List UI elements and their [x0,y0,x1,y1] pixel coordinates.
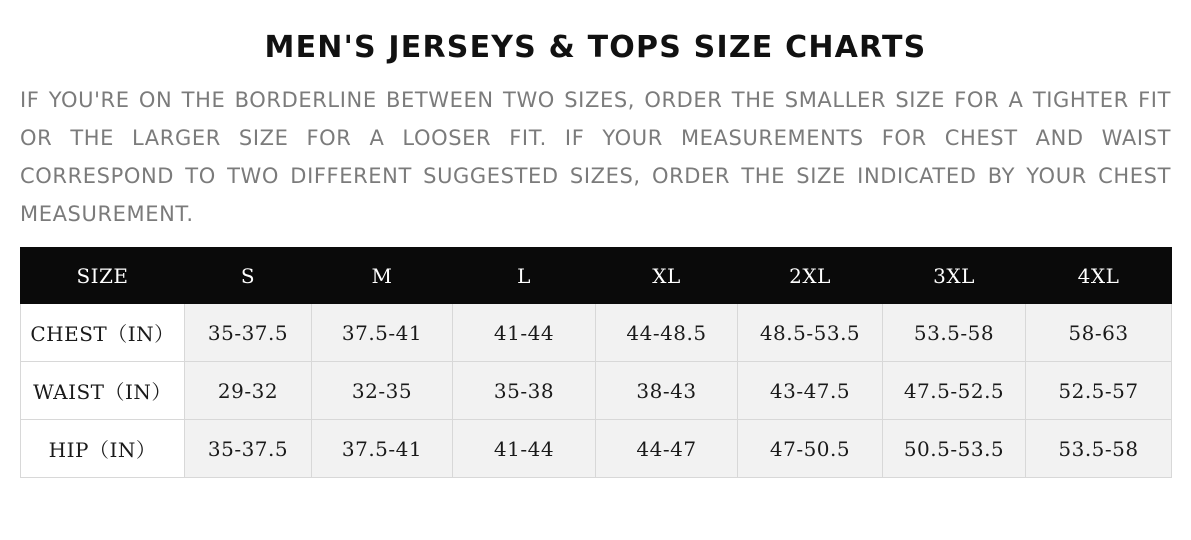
cell-waist-s: 29-32 [185,362,312,420]
cell-waist-4xl: 52.5-57 [1026,362,1172,420]
cell-chest-3xl: 53.5-58 [883,304,1026,362]
table-row [21,304,1172,362]
cell-waist-3xl: 47.5-52.5 [883,362,1026,420]
cell-hip-3xl: 50.5-53.5 [883,420,1026,478]
cell-waist-xl: 38-43 [596,362,738,420]
cell-hip-4xl: 53.5-58 [1026,420,1172,478]
cell-chest-m: 37.5-41 [312,304,453,362]
table-header-row [21,248,1172,304]
table-row [21,420,1172,478]
header-cell-3xl: 3XL [883,248,1026,304]
header-cell-s: S [185,248,312,304]
cell-chest-xl: 44-48.5 [596,304,738,362]
intro-paragraph: IF YOU'RE ON THE BORDERLINE BETWEEN TWO SIZES, ORDER THE SMALLER SIZE FOR A TIGHTER FIT OR THE LARGER SIZE FOR A LOOSER FIT. IF YOUR MEASUREMENTS FOR CHEST AND WAIST CORRESPOND TO TWO DIFFERENT SUGGESTED SIZES, ORDER THE SIZE INDICATED BY YOUR CHEST MEASUREMENT. [20,88,1171,226]
header-cell-4xl: 4XL [1026,248,1172,304]
row-label-waist: WAIST（IN） [21,362,185,420]
cell-waist-m: 32-35 [312,362,453,420]
cell-hip-xl: 44-47 [596,420,738,478]
cell-chest-4xl: 58-63 [1026,304,1172,362]
table-body [21,304,1172,478]
size-chart-table [20,247,1172,478]
cell-waist-2xl: 43-47.5 [738,362,883,420]
header-cell-size: SIZE [21,248,185,304]
cell-hip-s: 35-37.5 [185,420,312,478]
cell-hip-l: 41-44 [453,420,596,478]
header-cell-2xl: 2XL [738,248,883,304]
page-title: MEN'S JERSEYS & TOPS SIZE CHARTS [264,30,927,65]
row-label-hip: HIP（IN） [21,420,185,478]
cell-waist-l: 35-38 [453,362,596,420]
cell-chest-s: 35-37.5 [185,304,312,362]
row-label-chest: CHEST（IN） [21,304,185,362]
cell-hip-m: 37.5-41 [312,420,453,478]
size-chart-page [0,30,1191,540]
header-cell-l: L [453,248,596,304]
cell-chest-2xl: 48.5-53.5 [738,304,883,362]
cell-chest-l: 41-44 [453,304,596,362]
table-header [21,248,1172,304]
size-chart-table-wrapper [20,247,1171,478]
cell-hip-2xl: 47-50.5 [738,420,883,478]
header-cell-xl: XL [596,248,738,304]
header-cell-m: M [312,248,453,304]
table-row [21,362,1172,420]
